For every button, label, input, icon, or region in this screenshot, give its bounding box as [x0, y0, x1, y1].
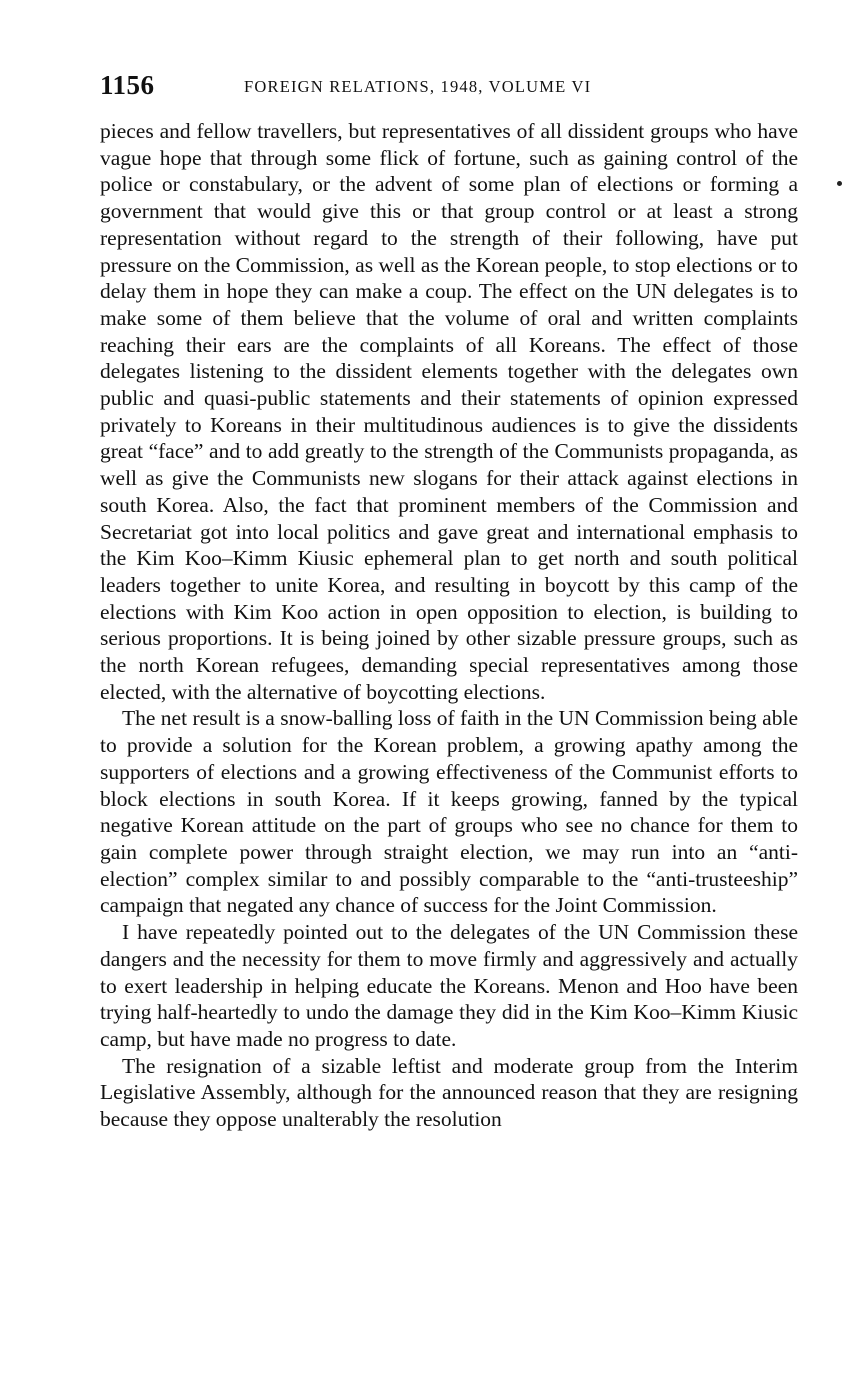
body-text — [100, 118, 798, 1133]
paragraph: I have repeatedly pointed out to the delegates of the UN Commission these dangers and the necessity for them to move firmly and aggressively and actually to exert leadership in helping educate the Koreans. Menon and Hoo have been trying half-heartedly to undo the damage they did in the Kim Koo–Kimm Kiusic camp, but have made no progress to date. — [100, 920, 798, 1051]
running-header-title: FOREIGN RELATIONS, 1948, VOLUME VI — [244, 77, 592, 96]
page-number: 1156 — [100, 70, 155, 100]
running-head — [100, 70, 800, 106]
paragraph-continued: pieces and fellow travellers, but representatives of all dissident groups who have vague hope that through some flick of fortune, such as gaining control of the police or constabulary, or the advent of some plan of elections or forming a government that would give this or that group control or at least a strong representation without regard to the strength of their following, have put pressure on the Commission, as well as the Korean people, to stop elections or to delay them in hope they can make a coup. The effect on the UN delegates is to make some of them believe that the volume of oral and written complaints reaching their ears are the complaints of all Koreans. The effect of those delegates listening to the dissident elements together with the delegates own public and quasi-public statements and their statements of opinion expressed privately to Koreans in their multitudinous audiences is to give the dissidents great “face” and to add greatly to the strength of the Communists propaganda, as well as give the Communists new slogans for their attack against elections in south Korea. Also, the fact that prominent members of the Commission and Secretariat got into local politics and gave great and international emphasis to the Kim Koo–Kimm Kiusic ephemeral plan to get north and south political leaders together to unite Korea, and resulting in boycott by this camp of the elections with Kim Koo action in open opposition to election, is building to serious proportions. It is being joined by other sizable pressure groups, such as the north Korean refugees, demanding special representatives among those elected, with the alternative of boycotting elections. — [100, 119, 798, 704]
stray-ink-dot — [837, 181, 842, 186]
paragraph: The resignation of a sizable leftist and moderate group from the Interim Legislative Assembly, although for the announced reason that they are resigning because they oppose unalterably the resolution — [100, 1053, 798, 1132]
paragraph: The net result is a snow-balling loss of faith in the UN Commission being able to provide a solution for the Korean problem, a growing apathy among the supporters of elections and a growing effectiveness of the Communist efforts to block elections in south Korea. If it keeps growing, fanned by the typical negative Korean attitude on the part of groups who see no chance for them to gain complete power through straight election, we may run into an “anti-election” complex similar to and possibly comparable to the “anti-trusteeship” campaign that negated any chance of success for the Joint Commission. — [100, 706, 798, 918]
